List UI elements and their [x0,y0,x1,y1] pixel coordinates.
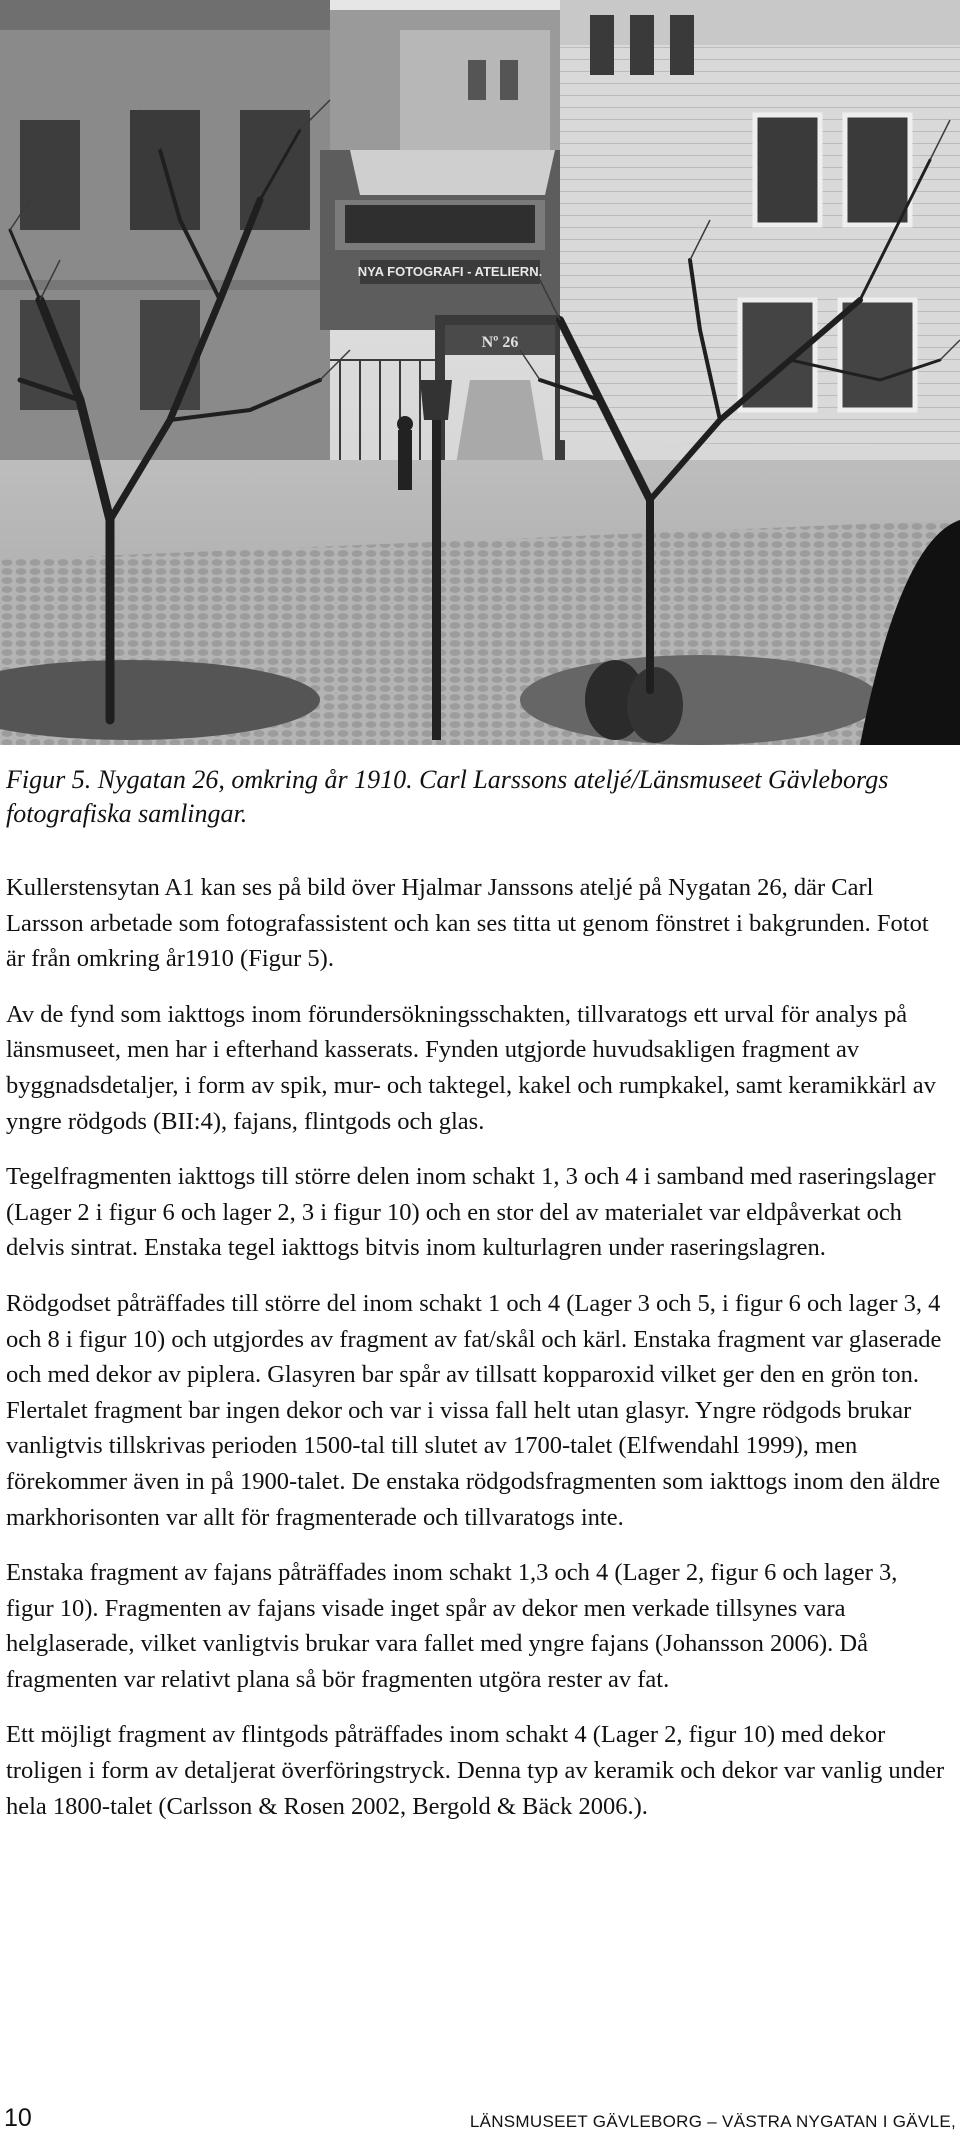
paragraph: Kullerstensytan A1 kan ses på bild över Hjalmar Janssons ateljé på Nygatan 26, där Carl Larsson arbetade som fotografassistent och kan ses titta ut genom fönstret i bakgrunden. Fotot är från omkring år1910 (Figur 5). [6,874,929,973]
historical-photograph [0,0,960,745]
street-scene-illustration [0,0,960,745]
paragraph: Enstaka fragment av fajans påträffades inom schakt 1,3 och 4 (Lager 2, figur 6 och lager 3, figur 10). Fragmenten av fajans visade inget spår av dekor men verkade tillsynes vara helglaserade, vilket vanligtvis brukar vara fallet med yngre fajans (Johansson 2006). Då fragmenten var relativt plana så bör fragmenten utgöra rester av fat. [6,1559,898,1693]
page-number: 10 [4,2104,32,2132]
gate-number-sign: Nº 26 [481,334,519,351]
body-text [6,870,946,1844]
figure-caption: Figur 5. Nygatan 26, omkring år 1910. Carl Larssons ateljé/Länsmuseet Gävleborgs fotografiska samlingar. [6,765,889,828]
studio-sign: NYA FOTOGRAFI - ATELIERN. [357,264,543,279]
paragraph: Av de fynd som iakttogs inom förundersökningsschakten, tillvaratogs ett urval för analys på länsmuseet, men har i efterhand kasserats. Fynden utgjorde huvudsakligen fragment av byggnadsdetaljer, i form av spik, mur- och taktegel, kakel och rumpkakel, samt keramikkärl av yngre rödgods (BII:4), fajans, flintgods och glas. [6,1000,936,1135]
page-footer [0,2098,960,2138]
paragraph: Ett möjligt fragment av flintgods påträffades inom schakt 4 (Lager 2, figur 10) med dekor troligen i form av detaljerat överföringstryck. Denna typ av keramik och dekor var vanlig under hela 1800-talet (Carlsson & Rosen 2002, Bergold & Bäck 2006.). [6,1721,945,1820]
paragraph: Tegelfragmenten iakttogs till större delen inom schakt 1, 3 och 4 i samband med raseringslager (Lager 2 i figur 6 och lager 2, 3 i figur 10) och en stor del av materialet var eldpåverkat och delvis sintrat. Enstaka tegel iakttogs bitvis inom kulturlagren under raseringslagren. [6,1163,936,1262]
paragraph: Rödgodset påträffades till större del inom schakt 1 och 4 (Lager 3 och 5, i figur 6 och lager 3, 4 och 8 i figur 10) och utgjordes av fragment av fat/skål och kärl. Enstaka fragment var glaserade och med dekor av piplera. Glasyren bar spår av tillsatt kopparoxid vilket ger den en grön ton. Flertalet fragment bar ingen dekor och var i vissa fall helt utan glasyr. Yngre rödgods brukar vanligtvis tillskrivas perioden 1500-tal till slutet av 1700-talet (Elfwendahl 1999), men förekommer även in på 1900-talet. De enstaka rödgodsfragmenten som iakttogs inom den äldre markhorisonten var allt för fragmenterade och tillvaratogs inte. [6,1289,942,1531]
running-head: LÄNSMUSEET GÄVLEBORG – VÄSTRA NYGATAN I GÄVLE, [469,2112,956,2131]
